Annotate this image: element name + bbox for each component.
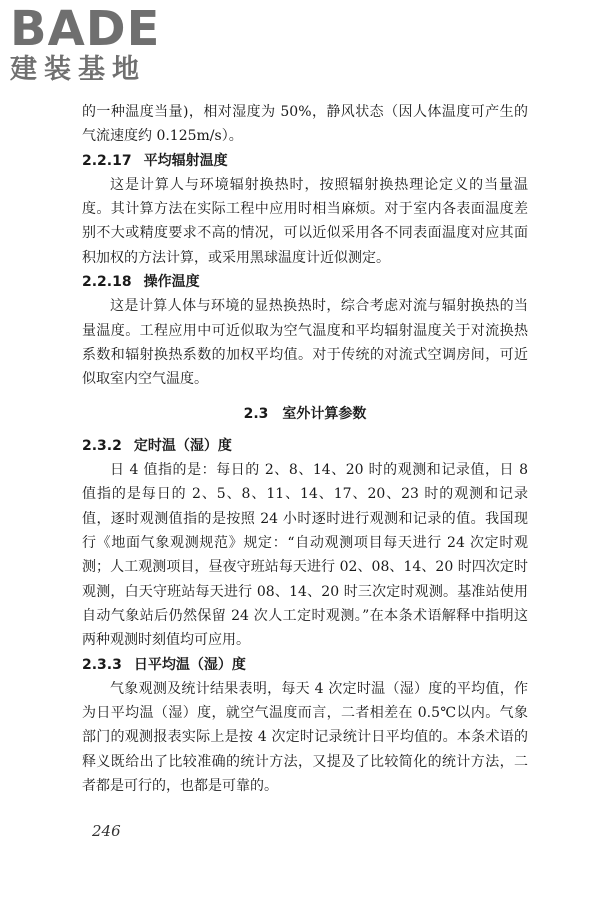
clause-title: 操作温度 [143, 274, 200, 291]
clause-title: 定时温（湿）度 [133, 437, 232, 454]
page-body [82, 100, 528, 798]
clause-paragraph: 气象观测及统计结果表明，每天 4 次定时温（湿）度的平均值，作为日平均温（湿）度，就空气温度而言，二者相差在 0.5℃以内。气象部门的观测报表实际上是按 4 次定时记录统计日平均值的。本条术语的释义既给出了比较准确的统计方法，又提及了比较简化的统计方法，二者都是可行的，也都是可靠的。 [82, 680, 528, 795]
clause-paragraph: 这是计算人与环境辐射换热时，按照辐射换热理论定义的当量温度。其计算方法在实际工程中应用时相当麻烦。对于室内各表面温度差别不大或精度要求不高的情况，可以近似采用各不同表面温度对应其面积加权的方法计算，或采用黑球温度计近似测定。 [82, 176, 528, 266]
continued-paragraph: 的一种温度当量)，相对湿度为 50%，静风状态（因人体温度可产生的气流速度约 0.125m/s）。 [82, 104, 528, 145]
logo [10, 1, 185, 86]
section-heading-2-3 [82, 402, 528, 426]
page-number: 246 [92, 822, 121, 840]
clause-number: 2.3.3 [82, 656, 122, 673]
clause-paragraph: 这是计算人体与环境的显热换热时，综合考虑对流与辐射换热的当量温度。工程应用中可近似取为空气温度和平均辐射温度关于对流换热系数和辐射换热系数的加权平均值。对于传统的对流式空调房间，可近似取室内空气温度。 [82, 298, 528, 388]
logo-wordmark: BADE [10, 1, 161, 57]
clause-title: 平均辐射温度 [143, 152, 228, 169]
clause-paragraph: 日 4 值指的是：每日的 2、8、14、20 时的观测和记录值，日 8 值指的是每日的 2、5、8、11、14、17、20、23 时的观测和记录值，逐时观测值指的是按照 24 小时逐时进行观测和记录的值。我国现行《地面气象观测规范》规定：“自动观测项目每天进行 24 次定时观测；人工观测项目，昼夜守班站每天进行 02、08、14、20 时四次定时观测，白天守班站每天进行 08、14、20 时三次定时观测。基准站使用自动气象站后仍然保留 24 次人工定时观测。”在本条术语解释中指明这两种观测时刻值均可应用。 [82, 462, 528, 649]
clause-number: 2.3.2 [82, 437, 122, 454]
clause-heading-2-2-18 [82, 270, 528, 294]
clause-heading-2-3-2 [82, 434, 528, 458]
clause-number: 2.2.17 [82, 152, 132, 169]
section-title: 室外计算参数 [282, 405, 367, 422]
clause-title: 日平均温（湿）度 [133, 656, 246, 673]
clause-number: 2.2.18 [82, 274, 132, 291]
clause-heading-2-3-3 [82, 653, 528, 677]
logo-subtitle: 建装基地 [10, 54, 146, 85]
section-number: 2.3 [243, 405, 269, 422]
clause-heading-2-2-17 [82, 149, 528, 173]
